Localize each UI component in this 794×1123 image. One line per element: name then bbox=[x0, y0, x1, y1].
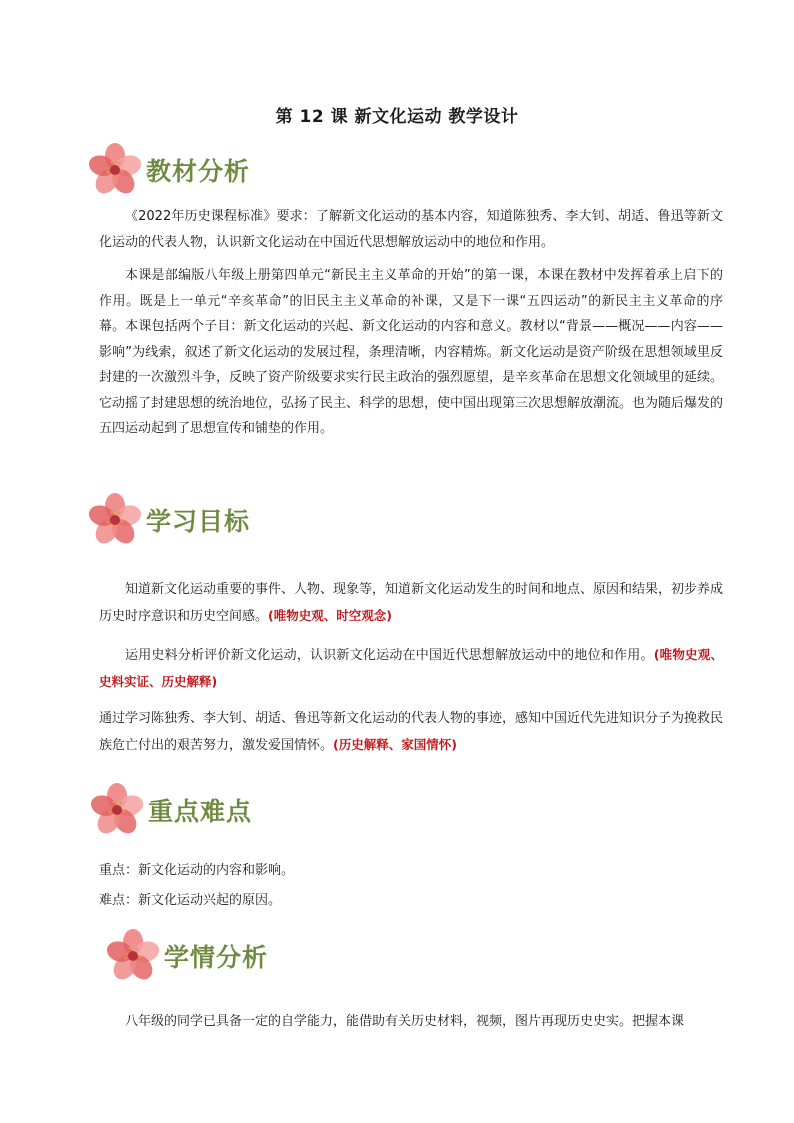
competency-tag: (唯物史观、史料实证、历史解释) bbox=[99, 647, 723, 689]
objective-item bbox=[99, 642, 723, 695]
objective-item bbox=[99, 577, 723, 629]
competency-tag: (唯物史观、时空观念) bbox=[268, 607, 392, 623]
plum-blossom-icon bbox=[88, 781, 146, 839]
section-title: 重点难点 bbox=[148, 797, 253, 826]
objective-text: 通过学习陈独秀、李大钊、胡适、鲁迅等新文化运动的代表人物的事迹，感知中国近代先进知识分子为挽救民族危亡付出的艰苦努力，激发爱国情怀。 bbox=[99, 711, 724, 753]
competency-tag: (历史解释、家国情怀) bbox=[333, 736, 457, 752]
paragraph: 《2022年历史课程标准》要求：了解新文化运动的基本内容，知道陈独秀、李大钊、胡适、鲁迅等新文化运动的代表人物，认识新文化运动在中国近代思想解放运动中的地位和作用。 bbox=[99, 209, 723, 250]
objective-item bbox=[99, 706, 723, 758]
section-heading-learning-objectives bbox=[86, 491, 250, 549]
section-heading-textbook-analysis bbox=[86, 141, 250, 199]
section-title: 学情分析 bbox=[164, 943, 269, 972]
section-heading-key-points bbox=[88, 781, 252, 839]
plum-blossom-icon bbox=[86, 491, 144, 549]
plum-blossom-icon bbox=[86, 141, 144, 199]
section-heading-learner-analysis bbox=[104, 927, 268, 985]
objective-text: 知道新文化运动重要的事件、人物、现象等，知道新文化运动发生的时间和地点、原因和结果，初步养成历史时序意识和历史空间感。 bbox=[99, 582, 724, 624]
section-title: 教材分析 bbox=[146, 157, 251, 186]
key-point-line: 重点：新文化运动的内容和影响。 bbox=[99, 863, 295, 878]
difficulty-line: 难点：新文化运动兴起的原因。 bbox=[99, 893, 282, 908]
section-title: 学习目标 bbox=[146, 507, 251, 536]
paragraph: 本课是部编版八年级上册第四单元“新民主主义革命的开始”的第一课，本课在教材中发挥着承上启下的作用。既是上一单元“辛亥革命”的旧民主主义革命的补课，又是下一课“五四运动”的新民主主义革命的序幕。本课包括两个子目：新文化运动的兴起、新文化运动的内容和意义。教材以“背景——概况——内容——影响”为线索，叙述了新文化运动的发展过程，条理清晰，内容精炼。新文化运动是资产阶级在思想领域里反封建的一次激烈斗争，反映了资产阶级要求实行民主政治的强烈愿望，是辛亥革命在思想文化领域里的延续。它动摇了封建思想的统治地位，弘扬了民主、科学的思想，使中国出现第三次思想解放潮流。也为随后爆发的五四运动起到了思想宣传和铺垫的作用。 bbox=[99, 268, 724, 436]
plum-blossom-icon bbox=[104, 927, 162, 985]
objective-text: 运用史料分析评价新文化运动，认识新文化运动在中国近代思想解放运动中的地位和作用。 bbox=[125, 648, 654, 663]
paragraph: 八年级的同学已具备一定的自学能力，能借助有关历史材料，视频，图片再现历史史实。把握本课 bbox=[125, 1014, 685, 1029]
document-title: 第 12 课 新文化运动 教学设计 bbox=[275, 107, 519, 127]
